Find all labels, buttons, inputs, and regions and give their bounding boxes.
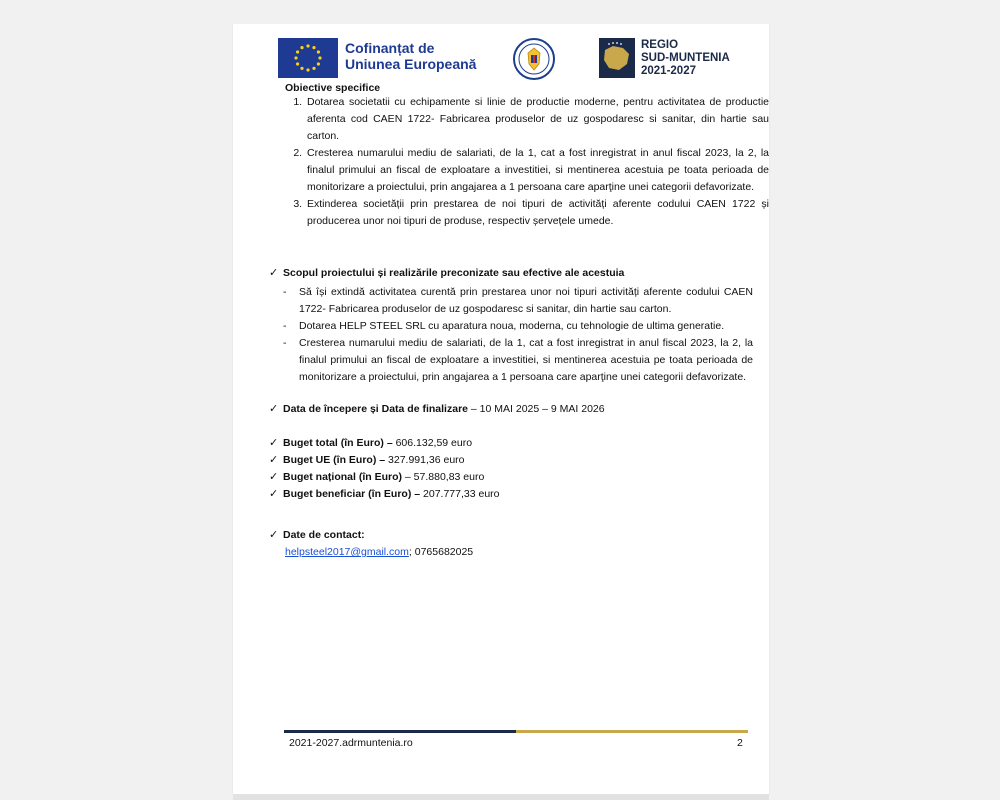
objective-item-2: 2. Cresterea numarului mediu de salariati, de la 1, cat a fost inregistrat in anul fiscal 2023, la 2, la finalul primului an fiscal de exploatare a investitiei, si mentinerea acestuia pe toata perioada de monitorizare a proiectului, prin angajarea a 1 persoana care aparţine unei categorii defavorizate. bbox=[305, 145, 769, 196]
budget-national-row bbox=[269, 469, 749, 486]
budget-ue-row bbox=[269, 452, 749, 469]
budget-total-row bbox=[269, 435, 749, 452]
footer-divider-gold bbox=[516, 730, 748, 733]
budget-total-label: Buget total (în Euro) – bbox=[283, 437, 393, 449]
dates-value: – 10 MAI 2025 – 9 MAI 2026 bbox=[468, 403, 605, 415]
eu-cofinance-text bbox=[345, 40, 476, 72]
checkmark-icon: ✓ bbox=[269, 267, 279, 279]
checkmark-icon: ✓ bbox=[269, 529, 279, 541]
objectives-heading: Obiective specifice bbox=[285, 82, 381, 94]
romania-government-seal-logo bbox=[513, 38, 555, 80]
eu-line-2: Uniunea Europeană bbox=[345, 56, 477, 72]
checkmark-icon: ✓ bbox=[269, 471, 279, 483]
regio-line-1: REGIO bbox=[641, 39, 679, 51]
regio-line-3: 2021-2027 bbox=[641, 65, 696, 77]
eu-stars-icon bbox=[278, 38, 338, 78]
eu-line-1: Cofinanțat de bbox=[345, 40, 435, 56]
footer-url: 2021-2027.adrmuntenia.ro bbox=[289, 737, 413, 749]
objective-item-1: 1. Dotarea societatii cu echipamente si linie de productie moderne, pentru activitatea de productie aferenta cod CAEN 1722- Fabricarea produselor de uz gospodaresc si sanitar, din hartie sau carton. bbox=[305, 94, 769, 145]
page-number: 2 bbox=[737, 737, 743, 749]
contact-heading-row bbox=[269, 527, 749, 544]
dates-row bbox=[269, 401, 749, 418]
eu-flag-logo bbox=[278, 38, 338, 78]
budget-beneficiar-label: Buget beneficiar (în Euro) – bbox=[283, 488, 421, 500]
footer-divider-navy bbox=[284, 730, 516, 733]
contact-phone: ; 0765682025 bbox=[408, 546, 474, 558]
dates-label: Data de începere și Data de finalizare bbox=[283, 403, 468, 415]
checkmark-icon: ✓ bbox=[269, 488, 279, 500]
budget-ue-label: Buget UE (în Euro) – bbox=[283, 454, 386, 466]
contact-label: Date de contact: bbox=[283, 529, 365, 541]
contact-email-link[interactable]: helpsteel2017@gmail.com bbox=[285, 546, 409, 558]
scope-item-3: - Cresterea numarului mediu de salariati, de la 1, cat a fost inregistrat in anul fiscal 2023, la 2, la finalul primului an fiscal de exploatare a investitiei, si mentinerea acestuia pe toata perioada de monitorizare a proiectului, prin angajarea a 1 persoana care aparţine unei categorii defavorizate. bbox=[281, 335, 753, 386]
budget-beneficiar-value: 207.777,33 euro bbox=[420, 488, 500, 500]
scope-heading-row bbox=[269, 265, 749, 282]
contact-details-row bbox=[285, 544, 765, 561]
budget-beneficiar-row bbox=[269, 486, 749, 503]
scope-item-1: - Să își extindă activitatea curentă prin prestarea unor noi tipuri activități aferente codului CAEN 1722- Fabricarea produselor de uz gospodaresc si sanitar, din hartie sau carton. bbox=[281, 284, 753, 318]
budget-ue-value: 327.991,36 euro bbox=[385, 454, 465, 466]
objectives-list bbox=[289, 94, 769, 230]
page-shadow bbox=[233, 794, 769, 800]
budget-national-label: Buget național (în Euro) bbox=[283, 471, 402, 483]
regio-map-icon bbox=[599, 38, 635, 78]
checkmark-icon: ✓ bbox=[269, 403, 279, 415]
regio-logo-box bbox=[599, 38, 635, 78]
regio-text bbox=[641, 39, 730, 78]
scope-list bbox=[281, 284, 753, 386]
scope-heading: Scopul proiectului și realizările preconizate sau efective ale acestuia bbox=[283, 267, 625, 279]
document-page bbox=[233, 24, 769, 794]
scope-item-2: - Dotarea HELP STEEL SRL cu aparatura noua, moderna, cu tehnologie de ultima generatie. bbox=[281, 318, 753, 335]
government-seal-icon bbox=[513, 38, 555, 80]
objective-item-3: 3. Extinderea societății prin prestarea de noi tipuri de activități aferente codului CAEN 1722 și producerea unor noi tipuri de produse, respectiv șervețele umede. bbox=[305, 196, 769, 230]
budget-national-value: – 57.880,83 euro bbox=[402, 471, 485, 483]
budget-total-value: 606.132,59 euro bbox=[392, 437, 473, 449]
checkmark-icon: ✓ bbox=[269, 437, 279, 449]
checkmark-icon: ✓ bbox=[269, 454, 279, 466]
regio-line-2: SUD-MUNTENIA bbox=[641, 52, 730, 64]
